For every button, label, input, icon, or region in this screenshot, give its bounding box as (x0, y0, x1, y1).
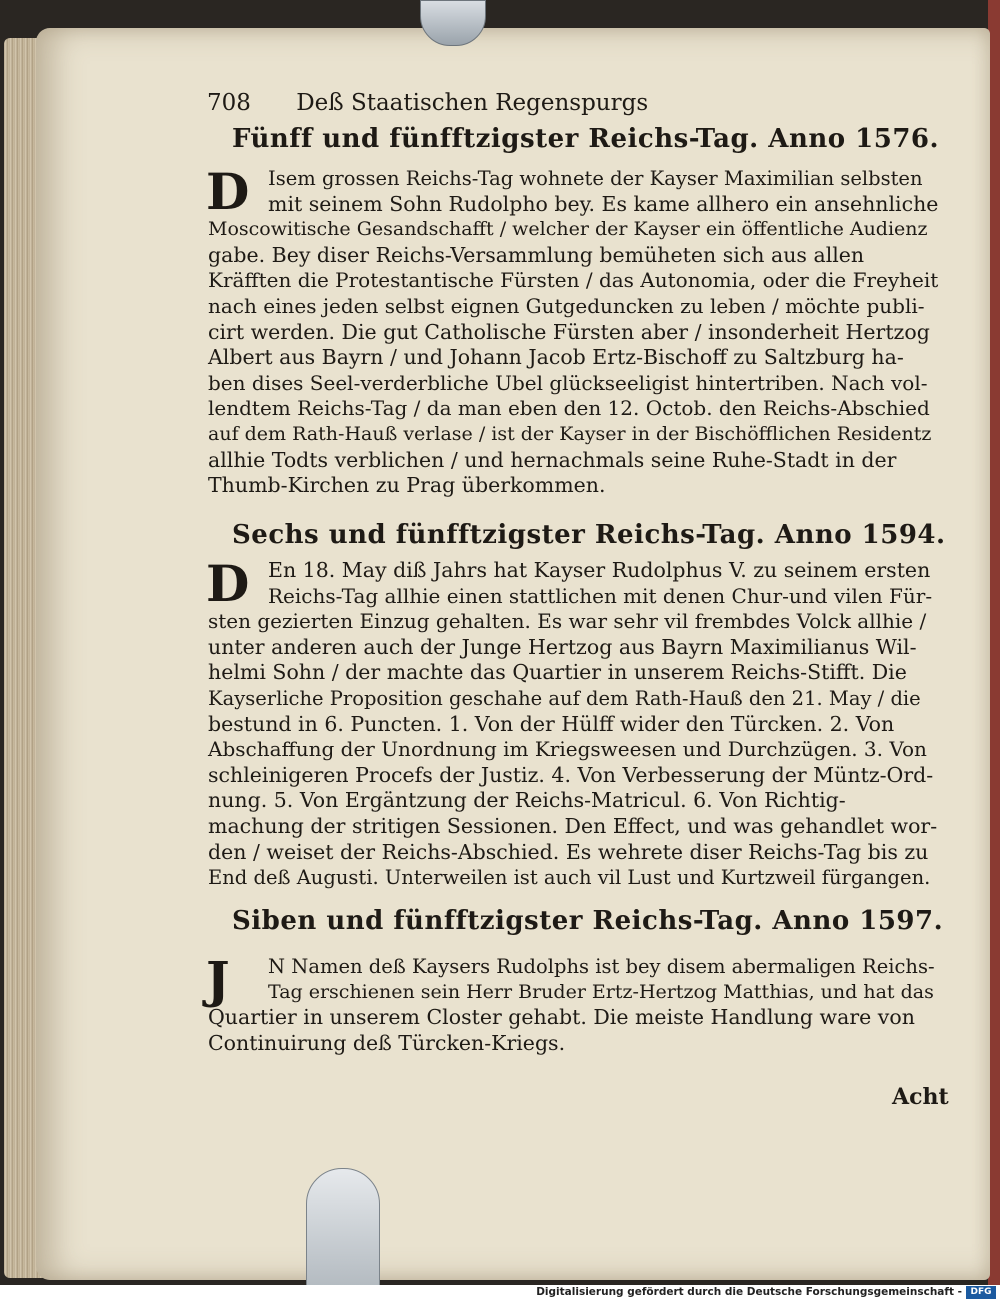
page-clip-bottom (306, 1168, 380, 1287)
body-line: End deß Augusti. Unterweilen ist auch vil Lust und Kurtzweil fürgangen. (208, 866, 931, 890)
body-line: sten gezierten Einzug gehalten. Es war sehr vil frembdes Volck allhie / (208, 609, 927, 634)
body-line: auf dem Rath-Hauß verlase / ist der Kayser in der Bischöfflichen Residentz (208, 422, 932, 445)
body-line: gabe. Bey diser Reichs-Versammlung bemüheten sich aus allen (208, 242, 865, 267)
body-line: allhie Todts verblichen / und hernachmals seine Ruhe-Stadt in der (208, 447, 897, 472)
section-heading: Sechs und fünfftzigster Reichs-Tag. Anno 1594. (232, 520, 946, 550)
body-line: nung. 5. Von Ergäntzung der Reichs-Matricul. 6. Von Richtig- (208, 788, 846, 813)
footer-credit: Digitalisierung gefördert durch die Deutsche Forschungsgemeinschaft - (536, 1286, 962, 1298)
body-line: N Namen deß Kaysers Rudolphs ist bey disem abermaligen Reichs- (268, 955, 935, 978)
body-line: lendtem Reichs-Tag / da man eben den 12. Octob. den Reichs-Abschied (208, 396, 930, 421)
body-line: machung der stritigen Sessionen. Den Effect, und was gehandlet wor- (208, 813, 938, 838)
body-line: den / weiset der Reichs-Abschied. Es wehrete diser Reichs-Tag bis zu (208, 839, 929, 864)
body-line: Quartier in unserem Closter gehabt. Die meiste Handlung ware von (208, 1005, 915, 1030)
dfg-logo-icon[interactable]: DFG (966, 1286, 996, 1299)
section-body (206, 554, 938, 891)
body-line: bestund in 6. Puncten. 1. Von der Hülff wider den Türcken. 2. Von (208, 711, 895, 736)
body-line: ben dises Seel-verderbliche Ubel glückseeligist hintertriben. Nach vol- (208, 370, 928, 395)
section-heading: Fünff und fünfftzigster Reichs-Tag. Anno 1576. (232, 124, 940, 154)
body-line: schleinigeren Procefs der Justiz. 4. Von Verbesserung der Müntz-Ord- (208, 762, 934, 787)
body-line: nach eines jeden selbst eignen Gutgeduncken zu leben / möchte publi- (208, 293, 925, 318)
section-body (206, 162, 939, 499)
body-line: mit seinem Sohn Rudolpho bey. Es kame allhero ein ansehnliche (268, 191, 939, 216)
catchword: Acht (892, 1084, 949, 1110)
section-heading: Siben und fünfftzigster Reichs-Tag. Anno 1597. (232, 906, 944, 936)
body-line: En 18. May diß Jahrs hat Kayser Rudolphus V. zu seinem ersten (268, 558, 931, 582)
drop-cap: J (206, 950, 230, 1009)
body-line: Albert aus Bayrn / und Johann Jacob Ertz-Bischoff zu Saltzburg ha- (208, 345, 904, 370)
body-line: Abschaffung der Unordnung im Kriegsweesen und Durchzügen. 3. Von (208, 737, 927, 762)
body-line: Tag erschienen sein Herr Bruder Ertz-Hertzog Matthias, und hat das (268, 980, 934, 1003)
body-line: cirt werden. Die gut Catholische Fürsten aber / insonderheit Hertzog (208, 319, 930, 344)
page-number: 708 (207, 90, 251, 116)
body-line: Thumb-Kirchen zu Prag überkommen. (208, 473, 606, 498)
running-title: Deß Staatischen Regenspurgs (296, 90, 649, 116)
body-line: Continuirung deß Türcken-Kriegs. (208, 1030, 566, 1055)
running-header (207, 90, 648, 116)
body-line: unter anderen auch der Junge Hertzog aus Bayrn Maximilianus Wil- (208, 634, 917, 659)
section-body (206, 950, 938, 1056)
drop-cap: D (206, 162, 250, 221)
body-line: Reichs-Tag allhie einen stattlichen mit denen Chur-und vilen Für- (268, 583, 933, 608)
body-line: Isem grossen Reichs-Tag wohnete der Kayser Maximilian selbsten (268, 167, 923, 190)
drop-cap: D (206, 554, 250, 613)
body-line: Kayserliche Proposition geschahe auf dem Rath-Hauß den 21. May / die (208, 686, 921, 710)
body-line: Kräfften die Protestantische Fürsten / das Autonomia, oder die Freyheit (208, 268, 939, 293)
body-line: Moscowitische Gesandschafft / welcher der Kayser ein öffentliche Audienz (208, 218, 928, 241)
body-line: helmi Sohn / der machte das Quartier in unserem Reichs-Stifft. Die (208, 660, 907, 685)
